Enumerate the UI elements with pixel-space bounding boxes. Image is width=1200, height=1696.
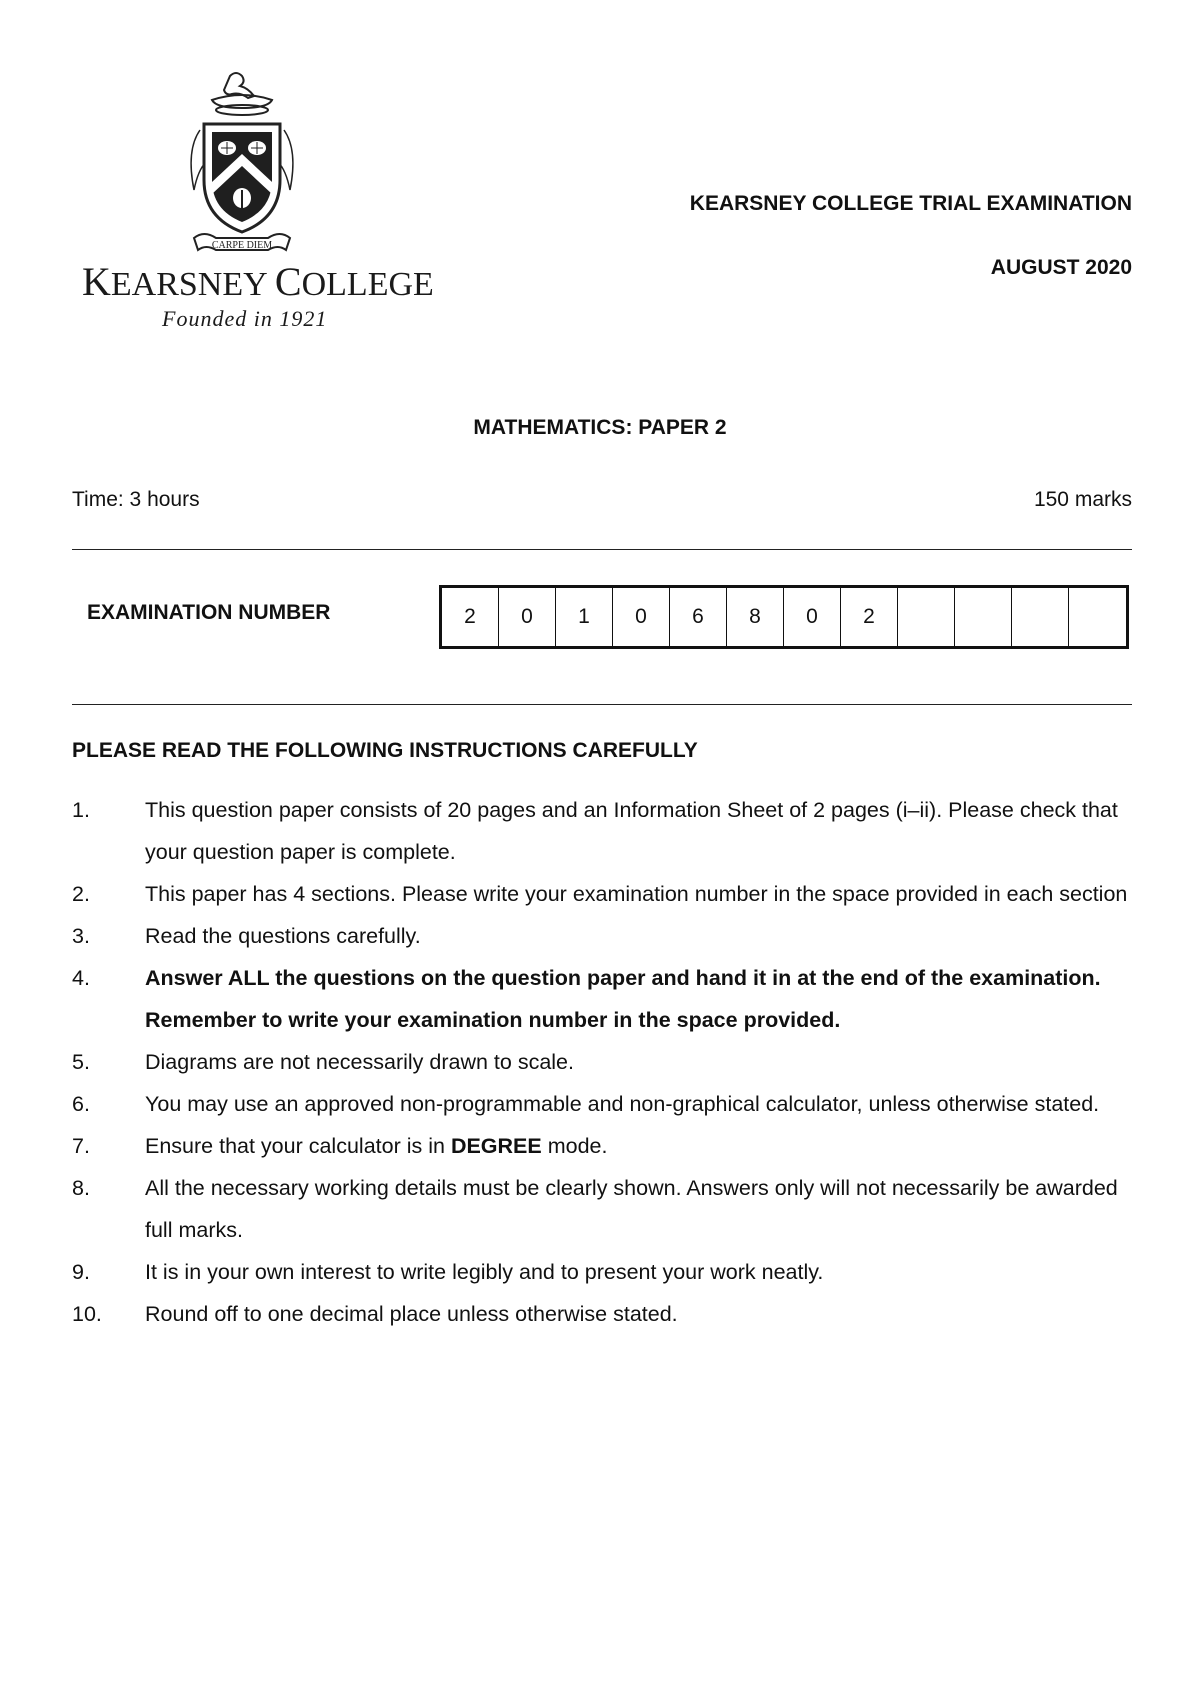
exam-number-cell[interactable]: 0: [784, 588, 841, 646]
divider-bottom: [72, 704, 1132, 705]
exam-number-cell[interactable]: 1: [556, 588, 613, 646]
instruction-text: Diagrams are not necessarily drawn to scale.: [145, 1050, 574, 1074]
instruction-item: [72, 1251, 1142, 1293]
instruction-number: 10.: [72, 1302, 102, 1326]
exam-number-cell[interactable]: 8: [727, 588, 784, 646]
instructions-list: [72, 789, 1142, 1335]
school-founded: Founded in 1921: [162, 306, 328, 331]
school-name: [82, 258, 434, 305]
school-name-part-1: EARSNEY: [110, 266, 275, 303]
instruction-number: 2.: [72, 882, 90, 906]
exam-number-cell[interactable]: 6: [670, 588, 727, 646]
instruction-number: 5.: [72, 1050, 90, 1074]
instruction-item: [72, 1293, 1142, 1335]
instruction-text: Read the questions carefully.: [145, 924, 421, 948]
exam-number-cell[interactable]: 2: [841, 588, 898, 646]
instruction-item: [72, 957, 1142, 1041]
exam-number-label: EXAMINATION NUMBER: [87, 601, 331, 624]
school-name-initial-k: K: [82, 259, 111, 304]
instruction-number: 8.: [72, 1176, 90, 1200]
instruction-text: It is in your own interest to write legibly and to present your work neatly.: [145, 1260, 824, 1284]
exam-number-cell[interactable]: [1012, 588, 1069, 646]
exam-title: KEARSNEY COLLEGE TRIAL EXAMINATION: [689, 192, 1132, 215]
school-crest-icon: [172, 70, 312, 260]
exam-number-cell[interactable]: [955, 588, 1012, 646]
instruction-text: Round off to one decimal place unless otherwise stated.: [145, 1302, 678, 1326]
instruction-text-after: mode.: [541, 1134, 608, 1158]
instruction-text-before: Ensure that your calculator is in: [145, 1134, 451, 1158]
instruction-number: 1.: [72, 798, 90, 822]
instruction-text: Answer ALL the questions on the question paper and hand it in at the end of the examination. Remember to write your examination number in the space provided.: [145, 966, 1101, 1032]
exam-date: AUGUST 2020: [990, 256, 1132, 279]
instruction-text: This paper has 4 sections. Please write your examination number in the space provided in each section: [145, 882, 1128, 906]
instruction-text: This question paper consists of 20 pages and an Information Sheet of 2 pages (i–ii). Please check that your question paper is complete.: [145, 798, 1118, 864]
motto-text: CARPE DIEM: [211, 240, 273, 251]
instruction-item: [72, 789, 1142, 873]
paper-title: MATHEMATICS: PAPER 2: [473, 416, 727, 439]
instruction-item: [72, 1083, 1142, 1125]
instruction-number: 6.: [72, 1092, 90, 1116]
instruction-text: [145, 1134, 607, 1158]
instruction-number: 4.: [72, 966, 90, 990]
instruction-item: [72, 1125, 1142, 1167]
exam-time: Time: 3 hours: [72, 488, 200, 511]
exam-number-cell[interactable]: [1069, 588, 1126, 646]
instruction-text: All the necessary working details must be clearly shown. Answers only will not necessarily be awarded full marks.: [145, 1176, 1118, 1242]
exam-number-grid: [439, 585, 1129, 649]
exam-marks: 150 marks: [1033, 488, 1132, 511]
instruction-text: You may use an approved non-programmable and non-graphical calculator, unless otherwise stated.: [145, 1092, 1100, 1116]
instruction-text-emphasis: DEGREE: [450, 1134, 542, 1158]
instruction-number: 7.: [72, 1134, 90, 1158]
school-name-part-2: OLLEGE: [301, 266, 434, 303]
divider-top: [72, 549, 1132, 550]
school-name-initial-c: C: [274, 259, 302, 304]
exam-number-cell[interactable]: 2: [442, 588, 499, 646]
instruction-number: 9.: [72, 1260, 90, 1284]
school-logo: [72, 70, 434, 332]
instruction-item: [72, 915, 1142, 957]
instruction-number: 3.: [72, 924, 90, 948]
instruction-item: [72, 1041, 1142, 1083]
instruction-item: [72, 1167, 1142, 1251]
instructions-heading: PLEASE READ THE FOLLOWING INSTRUCTIONS CAREFULLY: [72, 739, 698, 762]
exam-number-cell[interactable]: 0: [499, 588, 556, 646]
instruction-item: [72, 873, 1142, 915]
exam-number-cell[interactable]: [898, 588, 955, 646]
exam-number-cell[interactable]: 0: [613, 588, 670, 646]
